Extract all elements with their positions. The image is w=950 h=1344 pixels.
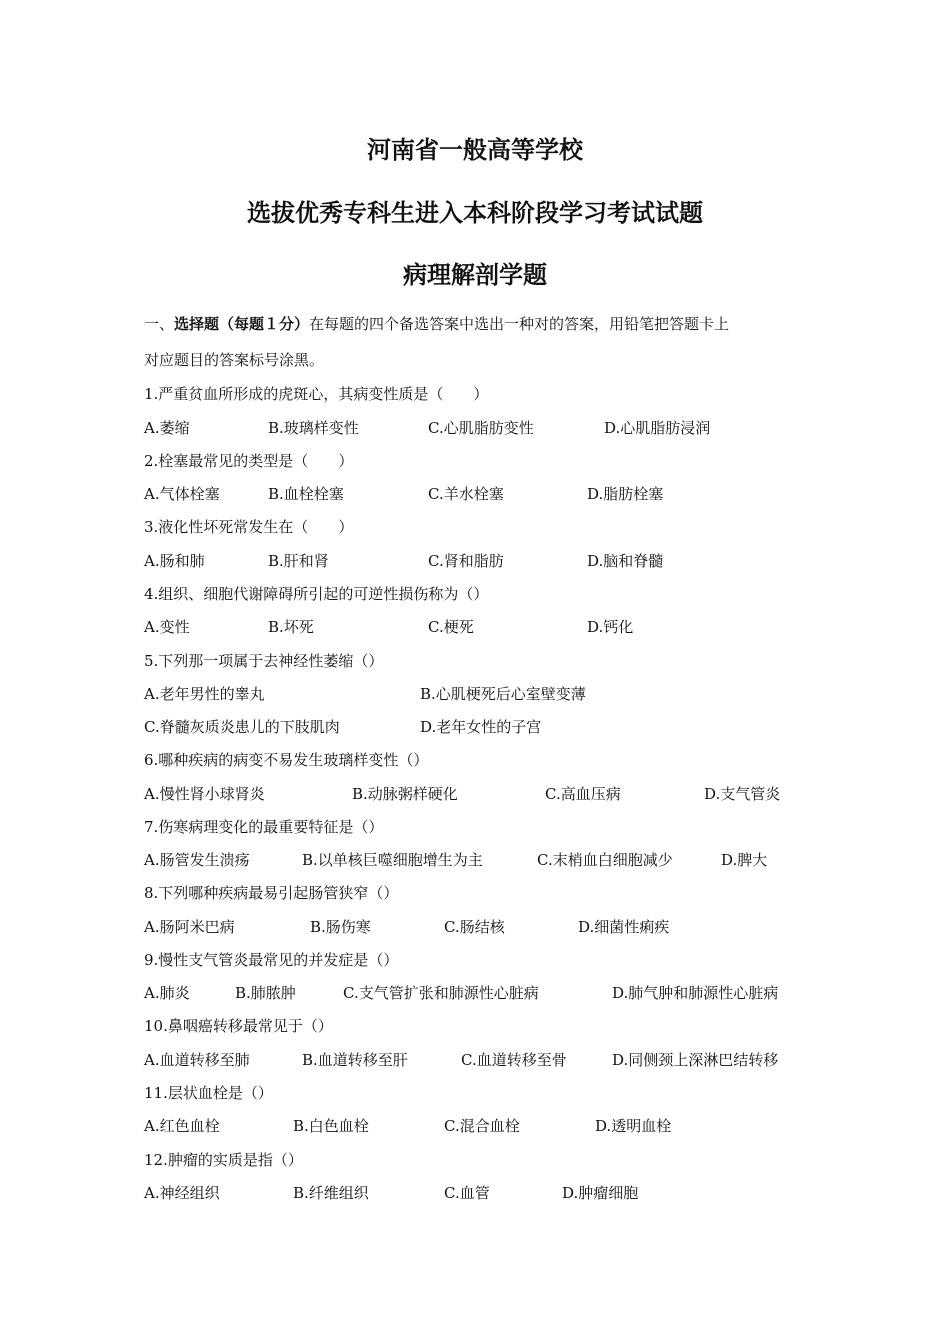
q11-option-b: B.白色血栓 — [293, 1117, 369, 1135]
q10-option-b: B.血道转移至肝 — [302, 1051, 408, 1069]
q9-option-a: A.肺炎 — [144, 984, 190, 1002]
q1-option-c: C.心肌脂肪变性 — [428, 419, 534, 437]
q4-option-a: A.变性 — [144, 618, 190, 636]
q7-option-a: A.肠管发生溃疡 — [144, 851, 250, 869]
q9-option-d: D.肺气肿和肺源性心脏病 — [612, 984, 779, 1002]
question-7: 7.伤寒病理变化的最重要特征是（） — [144, 818, 384, 836]
q6-option-d: D.支气管炎 — [704, 785, 781, 803]
q6-option-c: C.高血压病 — [545, 785, 621, 803]
q9-option-b: B.肺脓肿 — [235, 984, 296, 1002]
question-8: 8.下列哪种疾病最易引起肠管狭窄（） — [144, 884, 399, 902]
q5-option-b: B.心肌梗死后心室壁变薄 — [420, 685, 586, 703]
question-2: 2.栓塞最常见的类型是（ ） — [144, 452, 354, 470]
section-heading: 选择题（每题１分） — [174, 315, 310, 333]
q7-option-b: B.以单核巨噬细胞增生为主 — [302, 851, 483, 869]
q4-option-c: C.梗死 — [428, 618, 474, 636]
question-3: 3.液化性坏死常发生在（ ） — [144, 518, 354, 536]
q8-option-b: B.肠伤寒 — [310, 918, 371, 936]
q11-option-c: C.混合血栓 — [444, 1117, 520, 1135]
section-prefix: 一、 — [144, 315, 175, 333]
q3-option-b: B.肝和肾 — [268, 552, 329, 570]
q2-option-d: D.脂肪栓塞 — [587, 485, 664, 503]
q10-option-c: C.血道转移至骨 — [461, 1051, 567, 1069]
title-subject: 病理解剖学题 — [403, 261, 547, 289]
q12-option-a: A.神经组织 — [144, 1184, 220, 1202]
q11-option-d: D.透明血栓 — [595, 1117, 672, 1135]
q8-option-d: D.细菌性痢疾 — [578, 918, 670, 936]
q5-option-c: C.脊髓灰质炎患儿的下肢肌肉 — [144, 718, 340, 736]
question-4: 4.组织、细胞代谢障碍所引起的可逆性损伤称为（） — [144, 585, 489, 603]
q5-option-d: D.老年女性的子宫 — [420, 718, 542, 736]
q2-option-b: B.血栓栓塞 — [268, 485, 344, 503]
q11-option-a: A.红色血栓 — [144, 1117, 220, 1135]
q9-option-c: C.支气管扩张和肺源性心脏病 — [343, 984, 539, 1002]
q6-option-a: A.慢性肾小球肾炎 — [144, 785, 265, 803]
question-10: 10.鼻咽癌转移最常见于（） — [144, 1017, 333, 1035]
section-instruction-1: 在每题的四个备选答案中选出一种对的答案，用铅笔把答题卡上 — [309, 315, 730, 333]
question-1: 1.严重贫血所形成的虎斑心，其病变性质是（ ） — [144, 385, 489, 403]
q8-option-c: C.肠结核 — [444, 918, 505, 936]
q7-option-c: C.末梢血白细胞减少 — [537, 851, 673, 869]
q7-option-d: D.脾大 — [721, 851, 768, 869]
title-province: 河南省一般高等学校 — [367, 136, 583, 164]
q3-option-c: C.肾和脂肪 — [428, 552, 504, 570]
q1-option-b: B.玻璃样变性 — [268, 419, 359, 437]
q6-option-b: B.动脉粥样硬化 — [352, 785, 458, 803]
q10-option-a: A.血道转移至肺 — [144, 1051, 250, 1069]
q1-option-a: A.萎缩 — [144, 419, 190, 437]
q3-option-d: D.脑和脊髓 — [587, 552, 664, 570]
question-11: 11.层状血栓是（） — [144, 1084, 273, 1102]
question-6: 6.哪种疾病的病变不易发生玻璃样变性（） — [144, 751, 429, 769]
q2-option-c: C.羊水栓塞 — [428, 485, 504, 503]
section-instruction-2: 对应题目的答案标号涂黑。 — [144, 351, 325, 369]
q12-option-b: B.纤维组织 — [293, 1184, 369, 1202]
q2-option-a: A.气体栓塞 — [144, 485, 220, 503]
q10-option-d: D.同侧颈上深淋巴结转移 — [612, 1051, 779, 1069]
q4-option-d: D.钙化 — [587, 618, 634, 636]
q8-option-a: A.肠阿米巴病 — [144, 918, 235, 936]
q1-option-d: D.心肌脂肪浸润 — [604, 419, 711, 437]
q5-option-a: A.老年男性的睾丸 — [144, 685, 265, 703]
q12-option-d: D.肿瘤细胞 — [562, 1184, 639, 1202]
q3-option-a: A.肠和肺 — [144, 552, 205, 570]
question-5: 5.下列那一项属于去神经性萎缩（） — [144, 652, 384, 670]
title-exam: 选拔优秀专科生进入本科阶段学习考试试题 — [247, 199, 703, 227]
q12-option-c: C.血管 — [444, 1184, 490, 1202]
question-12: 12.肿瘤的实质是指（） — [144, 1151, 303, 1169]
section-instructions — [144, 313, 729, 335]
q4-option-b: B.坏死 — [268, 618, 314, 636]
question-9: 9.慢性支气管炎最常见的并发症是（） — [144, 951, 399, 969]
